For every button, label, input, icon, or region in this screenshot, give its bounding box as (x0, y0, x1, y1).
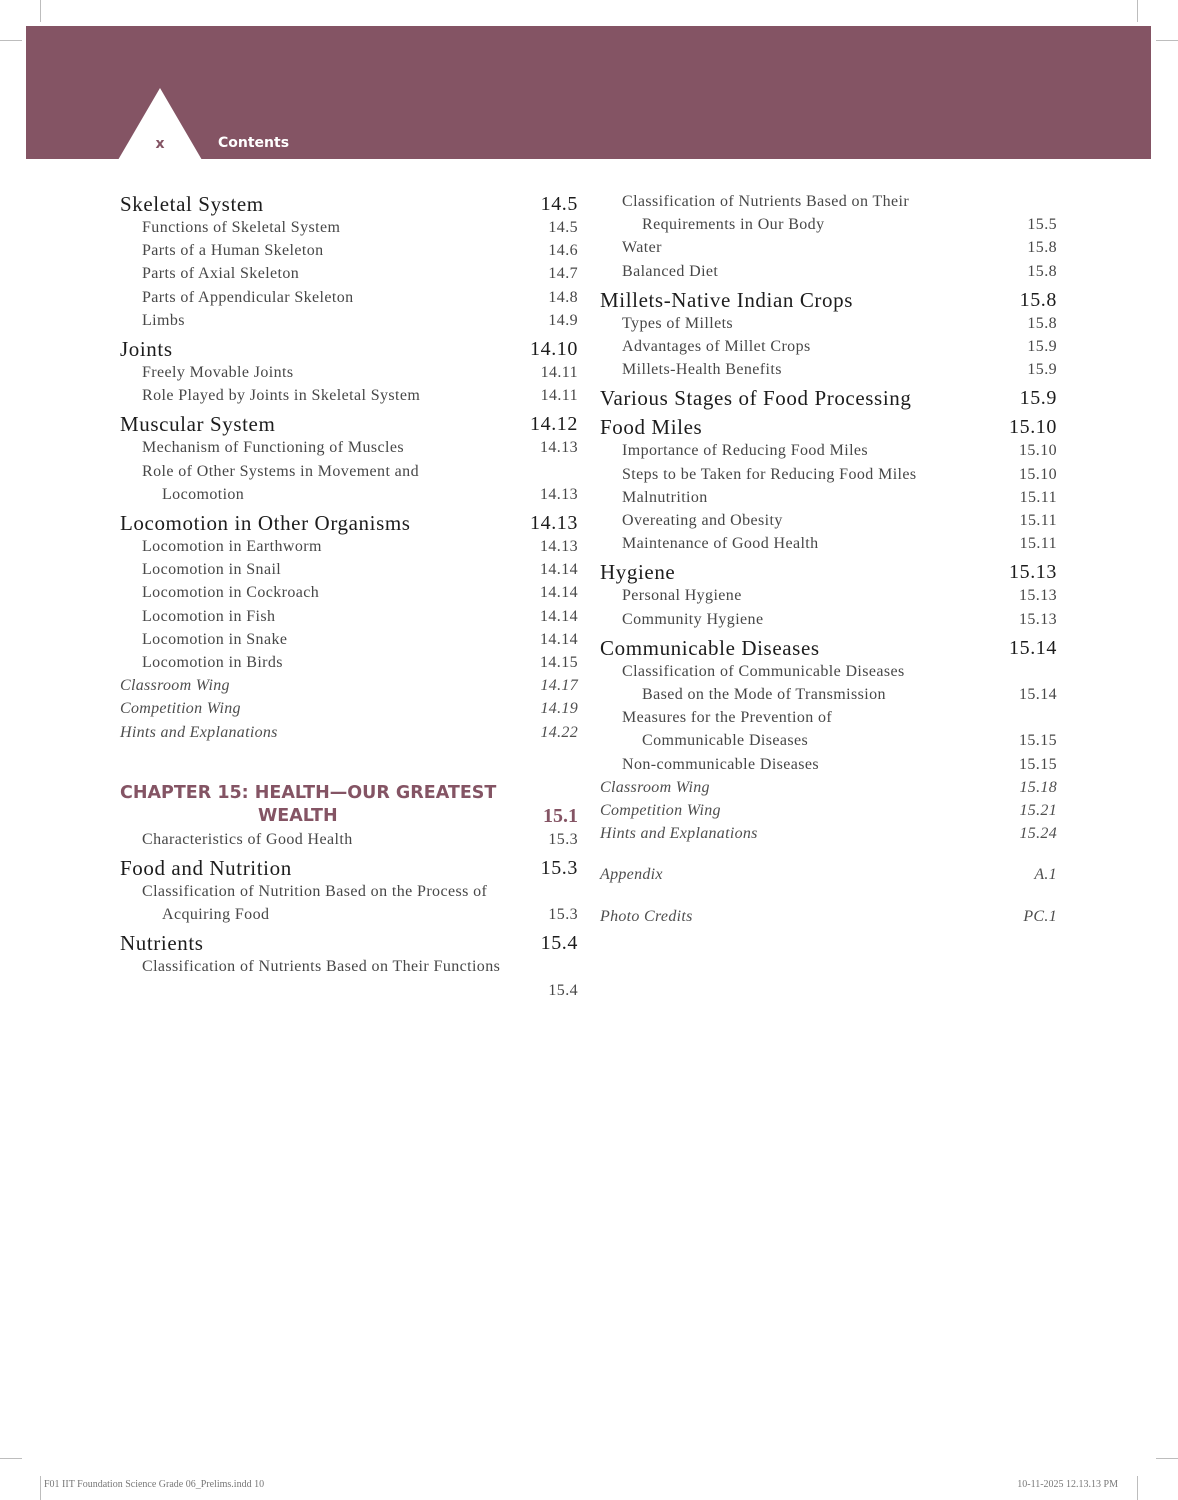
toc-right-column (600, 190, 1057, 928)
page-number: x (155, 136, 165, 152)
toc-item[interactable]: Limbs 14.9 (142, 311, 578, 329)
toc-item[interactable]: Parts of a Human Skeleton 14.6 (142, 242, 578, 260)
toc-heading-communicable[interactable]: Communicable Diseases 15.14 (600, 635, 1057, 660)
toc-item[interactable]: Millets-Health Benefits 15.9 (622, 361, 1057, 379)
toc-heading-joints[interactable]: Joints 14.10 (120, 337, 578, 362)
toc-heading-millets[interactable]: Millets-Native Indian Crops 15.8 (600, 287, 1057, 312)
toc-item[interactable]: Advantages of Millet Crops 15.9 (622, 338, 1057, 356)
toc-extra-competition-wing[interactable]: Competition Wing 15.21 (600, 802, 1057, 820)
toc-item[interactable]: Functions of Skeletal System 14.5 (142, 219, 578, 236)
toc-extra-competition-wing[interactable]: Competition Wing 14.19 (120, 700, 578, 718)
toc-heading-food-miles[interactable]: Food Miles 15.10 (600, 415, 1057, 440)
toc-item[interactable]: Locomotion in Earthworm 14.13 (142, 538, 578, 556)
toc-item[interactable]: Community Hygiene 15.13 (622, 610, 1057, 628)
crop-mark (40, 1476, 41, 1500)
toc-item[interactable]: Non-communicable Diseases 15.15 (622, 755, 1057, 773)
toc-extra-classroom-wing[interactable]: Classroom Wing 15.18 (600, 778, 1057, 796)
toc-item[interactable]: Locomotion in Cockroach 14.14 (142, 584, 578, 602)
toc-item[interactable]: Mechanism of Functioning of Muscles 14.13 (142, 439, 578, 457)
toc-item[interactable]: Balanced Diet 15.8 (622, 262, 1057, 280)
toc-heading-nutrients[interactable]: Nutrients 15.4 (120, 931, 578, 956)
crop-mark (40, 0, 41, 22)
crop-mark (1137, 1476, 1138, 1500)
toc-item[interactable]: Classification of Communicable Diseases Based on the Mode of Transmission 15.14 (622, 662, 1057, 704)
footer-timestamp: 10-11-2025 12.13.13 PM (1017, 1479, 1118, 1490)
toc-heading-locomotion[interactable]: Locomotion in Other Organisms 14.13 (120, 511, 578, 536)
toc-heading-food-nutrition[interactable]: Food and Nutrition 15.3 (120, 856, 578, 881)
toc-item[interactable]: Locomotion in Birds 14.15 (142, 654, 578, 672)
header-title: Contents (218, 135, 290, 151)
toc-item[interactable]: Parts of Axial Skeleton 14.7 (142, 265, 578, 283)
toc-item[interactable]: Classification of Nutrients Based on Their Requirements in Our Body 15.5 (622, 193, 1057, 234)
toc-item[interactable]: Locomotion in Snail 14.14 (142, 561, 578, 579)
crop-mark (1156, 40, 1178, 41)
toc-item[interactable]: Water 15.8 (622, 239, 1057, 257)
toc-extra-hints[interactable]: Hints and Explanations 15.24 (600, 825, 1057, 843)
toc-heading-food-processing[interactable]: Various Stages of Food Processing 15.9 (600, 386, 1057, 411)
toc-heading-hygiene[interactable]: Hygiene 15.13 (600, 560, 1057, 585)
toc-appendix[interactable]: Appendix A.1 (600, 866, 1057, 884)
toc-item[interactable]: Parts of Appendicular Skeleton 14.8 (142, 288, 578, 306)
crop-mark (1137, 0, 1138, 22)
toc-item[interactable]: Locomotion in Fish 14.14 (142, 607, 578, 625)
footer-file-name: F01 IIT Foundation Science Grade 06_Prelims.indd 10 (44, 1479, 265, 1490)
toc-heading-skeletal[interactable]: Skeletal System 14.5 (120, 192, 578, 216)
toc-photo-credits[interactable]: Photo Credits PC.1 (600, 907, 1057, 925)
crop-mark (0, 40, 22, 41)
crop-mark (0, 1458, 22, 1459)
toc-item[interactable]: Freely Movable Joints 14.11 (142, 364, 578, 382)
toc-item[interactable]: Malnutrition 15.11 (622, 488, 1057, 506)
toc-item[interactable]: Types of Millets 15.8 (622, 314, 1057, 332)
toc-item[interactable]: Role of Other Systems in Movement and Locomotion 14.13 (142, 462, 578, 503)
toc-item[interactable]: Classification of Nutrition Based on the Process of Acquiring Food 15.3 (142, 883, 578, 924)
toc-item[interactable]: Characteristics of Good Health 15.3 (142, 830, 578, 848)
toc-heading-muscular[interactable]: Muscular System 14.12 (120, 412, 578, 437)
toc-item[interactable]: Locomotion in Snake 14.14 (142, 630, 578, 648)
toc-item[interactable]: Importance of Reducing Food Miles 15.10 (622, 442, 1057, 460)
toc-item[interactable]: Measures for the Prevention of Communicable Diseases 15.15 (622, 709, 1057, 750)
toc-chapter-15[interactable]: CHAPTER 15: HEALTH—OUR GREATEST WEALTH 15.1 (120, 782, 578, 827)
toc-item[interactable]: Overeating and Obesity 15.11 (622, 512, 1057, 530)
toc-item[interactable]: Role Played by Joints in Skeletal System 14.11 (142, 387, 578, 405)
toc-extra-classroom-wing[interactable]: Classroom Wing 14.17 (120, 677, 578, 695)
toc-extra-hints[interactable]: Hints and Explanations 14.22 (120, 723, 578, 741)
crop-mark (1156, 1458, 1178, 1459)
toc-item[interactable]: Maintenance of Good Health 15.11 (622, 535, 1057, 553)
toc-item[interactable]: Steps to be Taken for Reducing Food Miles 15.10 (622, 465, 1057, 483)
toc-left-column (120, 190, 578, 1002)
toc-item[interactable]: Classification of Nutrients Based on Their Functions 15.4 (142, 958, 578, 999)
toc-item[interactable]: Personal Hygiene 15.13 (622, 587, 1057, 605)
